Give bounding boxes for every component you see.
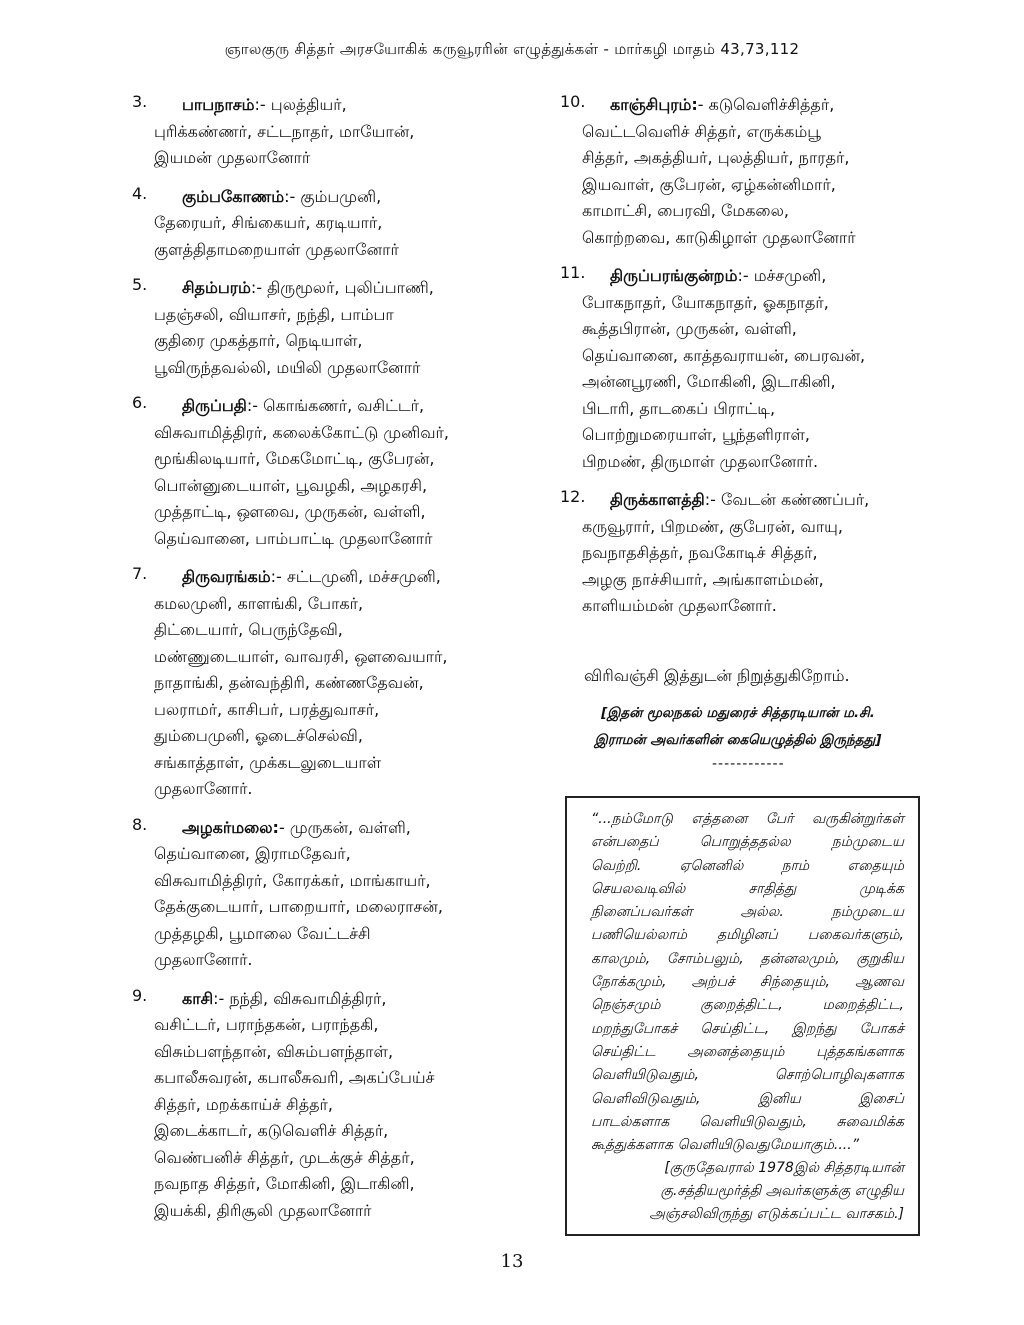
entry-line: மண்ணுடையாள், வாவரசி, ஔவையார், bbox=[154, 646, 448, 666]
entry-line: முதலானோர். bbox=[154, 950, 253, 969]
entry-line: இயவாள், குபேரன், ஏழ்கன்னிமார், bbox=[582, 174, 836, 194]
entry-line: தும்பைமுனி, ஓடைச்செல்வி, bbox=[154, 726, 363, 745]
entry-line: நவநாத சித்தர், மோகினி, இடாகினி, bbox=[154, 1174, 415, 1193]
entry-line: சித்தர், அகத்தியர், புலத்தியர், நாரதர், bbox=[582, 148, 850, 167]
place-name: திருப்பரங்குன்றம் bbox=[610, 266, 738, 285]
entry-line: கொற்றவை, காடுகிழாள் முதலானோர் bbox=[582, 227, 856, 247]
entry-head bbox=[560, 92, 940, 119]
entry-line: முத்தாட்டி, ஔவை, முருகன், வள்ளி, bbox=[154, 502, 426, 521]
entry-line: வெட்டவெளிச் சித்தர், எருக்கம்பூ bbox=[582, 121, 821, 141]
entry-line: பிறமண், திருமாள் முதலானோர். bbox=[582, 451, 819, 471]
entry-head-text: :- கும்பமுனி, bbox=[284, 186, 382, 206]
entry-head-text: - கடுவெளிச்சித்தர், bbox=[697, 95, 835, 114]
page-header: ஞாலகுரு சித்தர் அரசயோகிக் கருவூரரின் எழுத்துக்கள் - மார்கழி மாதம் 43,73,112 bbox=[224, 40, 800, 58]
entry-number: 12. bbox=[560, 487, 586, 506]
place-name: கும்பகோணம் bbox=[182, 186, 285, 206]
quote-text bbox=[591, 808, 904, 1157]
entry-line: தேரையர், சிங்கையர், கரடியார், bbox=[154, 213, 383, 232]
entry-head bbox=[132, 92, 512, 119]
quote-line: மறந்துபோகச் செய்திட்ட, இறந்து போகச் bbox=[591, 1020, 904, 1037]
list-entry bbox=[132, 92, 512, 172]
entry-line: வெண்பனிச் சித்தர், முடக்குச் சித்தர், bbox=[154, 1147, 415, 1167]
quote-line: “...நம்மோடு எத்தனை பேர் வருகின்றுர்கள் bbox=[591, 811, 904, 827]
quote-credit-line: [குருதேவரால் 1978இல் சித்தரடியான் bbox=[664, 1160, 904, 1177]
list-entry bbox=[132, 275, 512, 381]
entry-line: இடைக்காடர், கடுவெளிச் சித்தர், bbox=[154, 1121, 389, 1140]
quote-line: பாடல்களாக வெளியிடுவதும், சுவைமிக்க bbox=[591, 1113, 904, 1130]
entry-head-text: :- திருமூலர், புலிப்பாணி, bbox=[250, 278, 434, 297]
list-entry bbox=[132, 815, 512, 974]
entry-line: விசுவாமித்திரர், கோரக்கர், மாங்காயர், bbox=[154, 870, 431, 890]
entry-line: காளியம்மன் முதலானோர். bbox=[582, 596, 777, 615]
entry-head bbox=[560, 487, 940, 514]
quote-line: வெளியிடுவதும், சொற்பொழிவுகளாக bbox=[591, 1067, 904, 1084]
entry-line: தெய்வானை, பாம்பாட்டி முதலானோர் bbox=[154, 528, 433, 548]
left-column bbox=[132, 92, 512, 1236]
entry-line: நவநாதசித்தர், நவகோடிச் சித்தர், bbox=[582, 543, 818, 562]
entry-number: 11. bbox=[560, 263, 586, 282]
entry-head-text: - முருகன், வள்ளி, bbox=[278, 817, 411, 837]
entry-line: போகநாதர், யோகநாதர், ஓகநாதர், bbox=[582, 292, 829, 312]
quote-line: என்பதைப் பொறுத்ததல்ல நம்முடைய bbox=[591, 834, 904, 851]
quote-line: நினைப்பவர்கள் அல்ல. நம்முடைய bbox=[591, 904, 904, 921]
entry-head-text: :- கொங்கணர், வசிட்டர், bbox=[246, 396, 425, 415]
list-entry bbox=[132, 564, 512, 803]
quote-line: நோக்கமும், அற்பச் சிந்தையும், ஆணவ bbox=[591, 974, 904, 991]
list-entry bbox=[560, 487, 940, 620]
list-entry bbox=[560, 92, 940, 251]
entry-line: விசுவாமித்திரர், கலைக்கோட்டு முனிவர், bbox=[154, 422, 449, 442]
quote-credit-line: அஞ்சலிவிருந்து எடுக்கப்பட்ட வாசகம்.] bbox=[649, 1206, 904, 1223]
entry-line: காமாட்சி, பைரவி, மேகலை, bbox=[582, 201, 789, 220]
entry-line: அழகு நாச்சியார், அங்காளம்மன், bbox=[582, 569, 824, 589]
section-divider: ------------ bbox=[712, 756, 785, 772]
entry-line: முதலானோர். bbox=[154, 779, 253, 798]
entry-line: பிடாரி, தாடகைப் பிராட்டி, bbox=[582, 398, 776, 418]
entry-head bbox=[132, 275, 512, 302]
place-name: திருக்காளத்தி bbox=[610, 490, 705, 509]
entry-line: கூத்தபிரான், முருகன், வள்ளி, bbox=[582, 319, 797, 338]
entry-number: 5. bbox=[132, 275, 148, 294]
entry-head bbox=[132, 184, 512, 211]
entry-head bbox=[132, 564, 512, 591]
entry-line: புரிக்கண்ணர், சட்டநாதர், மாயோன், bbox=[154, 121, 415, 141]
quote-box bbox=[565, 796, 920, 1236]
entry-number: 4. bbox=[132, 183, 148, 203]
entry-line: இயமன் முதலானோர் bbox=[154, 148, 311, 167]
quote-line: வெளிவிடுவதும், இனிய இசைப் bbox=[591, 1090, 904, 1107]
entry-number: 10. bbox=[560, 92, 586, 111]
entry-line: பதஞ்சலி, வியாசர், நந்தி, பாம்பா bbox=[154, 304, 394, 324]
entry-line: மூங்கிலடியார், மேகமோட்டி, குபேரன், bbox=[154, 449, 435, 468]
place-name: திருவரங்கம் bbox=[182, 567, 271, 586]
entry-line: பொற்றுமரையாள், பூந்தளிராள், bbox=[582, 425, 811, 444]
entry-line: பலராமர், காசிபர், பரத்துவாசர், bbox=[154, 699, 380, 719]
list-entry bbox=[132, 986, 512, 1225]
quote-line: பணியெல்லாம் தமிழினப் பகைவர்களும், bbox=[591, 927, 904, 944]
quote-line: செய்திட்ட அனைத்தையும் புத்தகங்களாக bbox=[591, 1043, 904, 1060]
list-entry bbox=[132, 393, 512, 552]
entry-line: இயக்கி, திரிசூலி முதலானோர் bbox=[154, 1200, 372, 1220]
source-note bbox=[548, 700, 928, 754]
entry-number: 3. bbox=[132, 92, 148, 111]
entry-line: நாதாங்கி, தன்வந்திரி, கண்ணதேவன், bbox=[154, 673, 424, 692]
entry-line: குதிரை முகத்தார், நெடியாள், bbox=[154, 331, 363, 350]
place-name: அழகர்மலை: bbox=[182, 817, 279, 837]
entry-line: சித்தர், மறக்காய்ச் சித்தர், bbox=[154, 1094, 333, 1114]
place-name: திருப்பதி bbox=[182, 396, 247, 415]
entry-head-text: :- புலத்தியர், bbox=[254, 95, 347, 114]
entry-line: கருவூரார், பிறமண், குபேரன், வாயு, bbox=[582, 516, 843, 536]
closing-line: விரிவஞ்சி இத்துடன் நிறுத்துகிறோம். bbox=[584, 666, 850, 685]
entry-line: அன்னபூரணி, மோகினி, இடாகினி, bbox=[582, 372, 836, 391]
entry-head bbox=[132, 815, 512, 842]
page-number: 13 bbox=[500, 1251, 524, 1272]
entry-line: தெய்வானை, இராமதேவர், bbox=[154, 844, 351, 863]
entry-number: 8. bbox=[132, 814, 148, 834]
list-entry bbox=[560, 263, 940, 475]
entry-number: 7. bbox=[132, 564, 148, 583]
entry-line: தெய்வானை, காத்தவராயன், பைரவன், bbox=[582, 345, 866, 365]
source-note-line: இராமன் அவர்களின் கையெழுத்தில் இருந்தது] bbox=[594, 732, 882, 748]
quote-line: கூத்துக்களாக வெளியிடுவதுமேயாகும்....” bbox=[591, 1137, 859, 1154]
entry-head bbox=[132, 986, 512, 1013]
quote-line: காலமும், சோம்பலும், தன்னலமும், குறுகிய bbox=[591, 950, 904, 967]
place-name: காசி bbox=[182, 988, 214, 1008]
quote-line: நெஞ்சமும் குறைத்திட்ட, மறைத்திட்ட, bbox=[591, 997, 904, 1014]
entry-head-text: :- சட்டமுனி, மச்சமுனி, bbox=[270, 567, 441, 586]
source-note-line: [இதன் மூலநகல் மதுரைச் சித்தரடியான் ம.சி. bbox=[601, 705, 875, 721]
place-name: பாபநாசம் bbox=[182, 95, 255, 114]
entry-line: விசும்பளந்தான், விசும்பளந்தாள், bbox=[154, 1041, 394, 1061]
entry-head bbox=[560, 263, 940, 290]
quote-line: செயலவடிவில் சாதித்து முடிக்க bbox=[591, 880, 904, 897]
entry-line: முத்தழகி, பூமாலை வேட்டச்சி bbox=[154, 923, 371, 943]
quote-credit-line: கு.சத்தியமூர்த்தி அவர்களுக்கு எழுதிய bbox=[660, 1183, 904, 1200]
quote-line: வெற்றி. ஏனெனில் நாம் எதையும் bbox=[591, 857, 904, 874]
entry-line: திட்டையார், பெருந்தேவி, bbox=[154, 620, 343, 639]
entry-line: கபாலீசுவரன், கபாலீசுவரி, அகப்பேய்ச் bbox=[154, 1068, 435, 1087]
entry-line: பூவிருந்தவல்லி, மயிலி முதலானோர் bbox=[154, 357, 421, 377]
entry-head-text: :- மச்சமுனி, bbox=[737, 266, 827, 285]
entry-line: சங்காத்தாள், முக்கடலுடையாள் bbox=[154, 752, 382, 772]
entry-head bbox=[132, 393, 512, 420]
entry-line: பொன்னுடையாள், பூவழகி, அழகரசி, bbox=[154, 475, 428, 495]
entry-line: வசிட்டர், பராந்தகன், பராந்தகி, bbox=[154, 1015, 379, 1034]
entry-head-text: :- வேடன் கண்ணப்பர், bbox=[704, 490, 870, 509]
entry-number: 6. bbox=[132, 393, 148, 412]
place-name: சிதம்பரம் bbox=[182, 278, 251, 297]
entry-number: 9. bbox=[132, 985, 148, 1005]
right-column bbox=[560, 92, 940, 632]
quote-credit bbox=[591, 1157, 904, 1226]
entry-line: கமலமுனி, காளங்கி, போகர், bbox=[154, 593, 364, 613]
entry-line: குளத்திதாமறையாள் முதலானோர் bbox=[154, 239, 399, 259]
place-name: காஞ்சிபுரம்: bbox=[610, 95, 698, 114]
entry-line: தேக்குடையார், பாறையார், மலைராசன், bbox=[154, 897, 443, 916]
entry-head-text: :- நந்தி, விசுவாமித்திரர், bbox=[213, 988, 387, 1008]
list-entry bbox=[132, 184, 512, 264]
